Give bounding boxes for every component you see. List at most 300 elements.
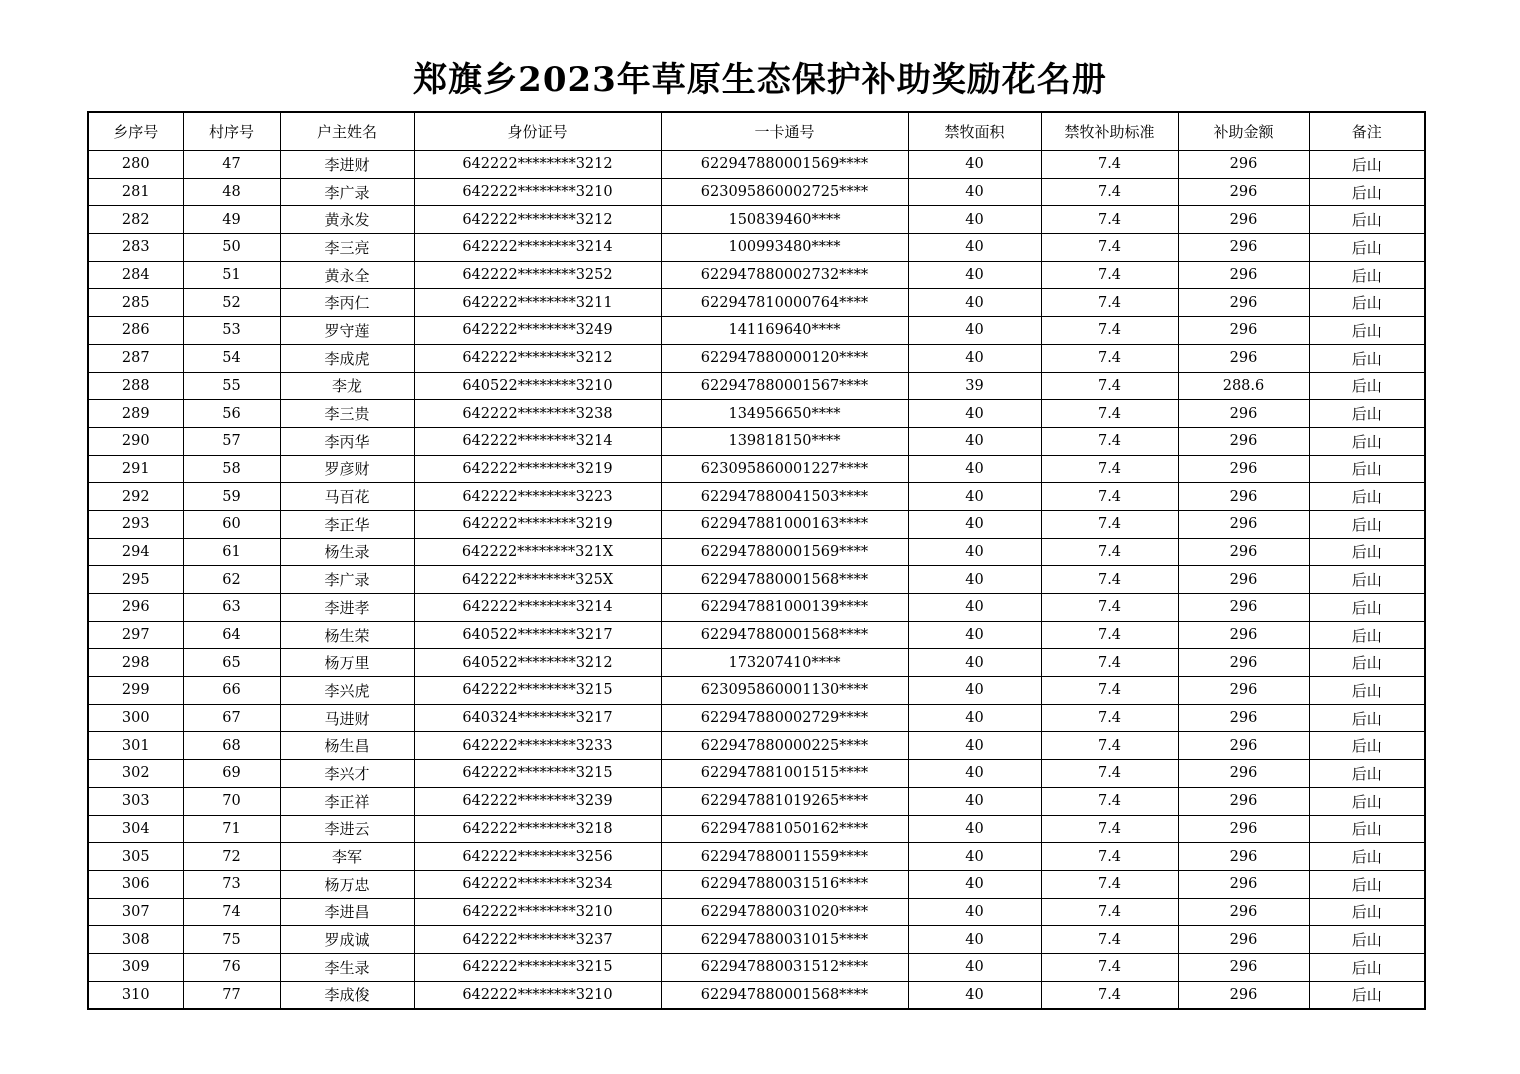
table-row	[88, 510, 1425, 538]
village-seq-cell: 60	[183, 510, 280, 538]
table-row	[88, 953, 1425, 981]
remarks-cell: 后山	[1309, 289, 1425, 317]
householder-name-cell: 李龙	[280, 372, 414, 400]
subsidy-amount-cell: 296	[1178, 677, 1309, 705]
subsidy-amount-cell: 296	[1178, 234, 1309, 262]
card-number-cell: 622947810000764****	[661, 289, 908, 317]
table-row	[88, 843, 1425, 871]
village-seq-cell: 66	[183, 677, 280, 705]
grazing-ban-area-cell: 40	[908, 981, 1041, 1009]
subsidy-standard-cell: 7.4	[1041, 815, 1178, 843]
subsidy-standard-cell: 7.4	[1041, 870, 1178, 898]
subsidy-amount-cell: 296	[1178, 704, 1309, 732]
id-number-cell: 642222********3214	[414, 594, 661, 622]
id-number-cell: 642222********3212	[414, 344, 661, 372]
col-header-village-seq: 村序号	[183, 112, 280, 151]
table-row	[88, 400, 1425, 428]
card-number-cell: 622947880001568****	[661, 981, 908, 1009]
village-seq-cell: 52	[183, 289, 280, 317]
grazing-ban-area-cell: 40	[908, 234, 1041, 262]
id-number-cell: 640522********3210	[414, 372, 661, 400]
col-header-township-seq: 乡序号	[88, 112, 183, 151]
subsidy-standard-cell: 7.4	[1041, 289, 1178, 317]
householder-name-cell: 李广录	[280, 178, 414, 206]
table-row	[88, 178, 1425, 206]
col-header-card-number: 一卡通号	[661, 112, 908, 151]
township-seq-cell: 308	[88, 926, 183, 954]
subsidy-amount-cell: 296	[1178, 261, 1309, 289]
table-row	[88, 594, 1425, 622]
subsidy-amount-cell: 296	[1178, 594, 1309, 622]
table-row	[88, 926, 1425, 954]
id-number-cell: 642222********3252	[414, 261, 661, 289]
householder-name-cell: 李三贵	[280, 400, 414, 428]
remarks-cell: 后山	[1309, 261, 1425, 289]
village-seq-cell: 74	[183, 898, 280, 926]
subsidy-amount-cell: 296	[1178, 760, 1309, 788]
id-number-cell: 642222********321X	[414, 538, 661, 566]
col-header-householder-name: 户主姓名	[280, 112, 414, 151]
householder-name-cell: 罗守莲	[280, 317, 414, 345]
subsidy-standard-cell: 7.4	[1041, 953, 1178, 981]
township-seq-cell: 303	[88, 787, 183, 815]
id-number-cell: 642222********3212	[414, 206, 661, 234]
grazing-ban-area-cell: 40	[908, 206, 1041, 234]
table-row	[88, 815, 1425, 843]
grazing-ban-area-cell: 40	[908, 317, 1041, 345]
card-number-cell: 622947880011559****	[661, 843, 908, 871]
remarks-cell: 后山	[1309, 787, 1425, 815]
village-seq-cell: 50	[183, 234, 280, 262]
subsidy-standard-cell: 7.4	[1041, 206, 1178, 234]
table-row	[88, 898, 1425, 926]
village-seq-cell: 70	[183, 787, 280, 815]
householder-name-cell: 杨生录	[280, 538, 414, 566]
id-number-cell: 640522********3212	[414, 649, 661, 677]
township-seq-cell: 300	[88, 704, 183, 732]
village-seq-cell: 69	[183, 760, 280, 788]
id-number-cell: 642222********3215	[414, 760, 661, 788]
subsidy-amount-cell: 296	[1178, 427, 1309, 455]
subsidy-standard-cell: 7.4	[1041, 538, 1178, 566]
subsidy-standard-cell: 7.4	[1041, 594, 1178, 622]
subsidy-standard-cell: 7.4	[1041, 649, 1178, 677]
subsidy-amount-cell: 296	[1178, 317, 1309, 345]
township-seq-cell: 298	[88, 649, 183, 677]
remarks-cell: 后山	[1309, 510, 1425, 538]
id-number-cell: 642222********3219	[414, 510, 661, 538]
remarks-cell: 后山	[1309, 677, 1425, 705]
card-number-cell: 623095860002725****	[661, 178, 908, 206]
village-seq-cell: 62	[183, 566, 280, 594]
township-seq-cell: 302	[88, 760, 183, 788]
village-seq-cell: 76	[183, 953, 280, 981]
roster-table	[87, 111, 1426, 1010]
township-seq-cell: 307	[88, 898, 183, 926]
card-number-cell: 622947880000225****	[661, 732, 908, 760]
subsidy-amount-cell: 296	[1178, 483, 1309, 511]
grazing-ban-area-cell: 40	[908, 400, 1041, 428]
grazing-ban-area-cell: 39	[908, 372, 1041, 400]
roster-body	[88, 151, 1425, 1010]
col-header-subsidy-amount: 补助金额	[1178, 112, 1309, 151]
village-seq-cell: 47	[183, 151, 280, 179]
table-row	[88, 483, 1425, 511]
subsidy-amount-cell: 296	[1178, 953, 1309, 981]
subsidy-amount-cell: 296	[1178, 649, 1309, 677]
township-seq-cell: 304	[88, 815, 183, 843]
table-row	[88, 344, 1425, 372]
remarks-cell: 后山	[1309, 843, 1425, 871]
remarks-cell: 后山	[1309, 981, 1425, 1009]
subsidy-amount-cell: 296	[1178, 870, 1309, 898]
remarks-cell: 后山	[1309, 178, 1425, 206]
householder-name-cell: 李军	[280, 843, 414, 871]
subsidy-standard-cell: 7.4	[1041, 372, 1178, 400]
grazing-ban-area-cell: 40	[908, 178, 1041, 206]
remarks-cell: 后山	[1309, 317, 1425, 345]
township-seq-cell: 293	[88, 510, 183, 538]
village-seq-cell: 48	[183, 178, 280, 206]
remarks-cell: 后山	[1309, 760, 1425, 788]
grazing-ban-area-cell: 40	[908, 815, 1041, 843]
table-row	[88, 704, 1425, 732]
remarks-cell: 后山	[1309, 953, 1425, 981]
card-number-cell: 134956650****	[661, 400, 908, 428]
table-row	[88, 538, 1425, 566]
householder-name-cell: 李丙华	[280, 427, 414, 455]
subsidy-standard-cell: 7.4	[1041, 566, 1178, 594]
village-seq-cell: 73	[183, 870, 280, 898]
card-number-cell: 622947880031516****	[661, 870, 908, 898]
card-number-cell: 623095860001227****	[661, 455, 908, 483]
grazing-ban-area-cell: 40	[908, 594, 1041, 622]
grazing-ban-area-cell: 40	[908, 926, 1041, 954]
township-seq-cell: 295	[88, 566, 183, 594]
village-seq-cell: 59	[183, 483, 280, 511]
householder-name-cell: 李进云	[280, 815, 414, 843]
remarks-cell: 后山	[1309, 400, 1425, 428]
subsidy-amount-cell: 296	[1178, 510, 1309, 538]
village-seq-cell: 61	[183, 538, 280, 566]
householder-name-cell: 李进昌	[280, 898, 414, 926]
township-seq-cell: 280	[88, 151, 183, 179]
subsidy-standard-cell: 7.4	[1041, 787, 1178, 815]
householder-name-cell: 李兴才	[280, 760, 414, 788]
id-number-cell: 642222********3214	[414, 427, 661, 455]
subsidy-amount-cell: 296	[1178, 815, 1309, 843]
subsidy-standard-cell: 7.4	[1041, 261, 1178, 289]
id-number-cell: 642222********3233	[414, 732, 661, 760]
table-row	[88, 261, 1425, 289]
village-seq-cell: 77	[183, 981, 280, 1009]
col-header-grazing-ban-area: 禁牧面积	[908, 112, 1041, 151]
card-number-cell: 139818150****	[661, 427, 908, 455]
table-row	[88, 566, 1425, 594]
householder-name-cell: 马进财	[280, 704, 414, 732]
card-number-cell: 150839460****	[661, 206, 908, 234]
subsidy-amount-cell: 296	[1178, 566, 1309, 594]
grazing-ban-area-cell: 40	[908, 151, 1041, 179]
id-number-cell: 642222********3249	[414, 317, 661, 345]
table-row	[88, 732, 1425, 760]
subsidy-standard-cell: 7.4	[1041, 760, 1178, 788]
subsidy-standard-cell: 7.4	[1041, 317, 1178, 345]
village-seq-cell: 49	[183, 206, 280, 234]
township-seq-cell: 297	[88, 621, 183, 649]
subsidy-standard-cell: 7.4	[1041, 427, 1178, 455]
householder-name-cell: 杨生荣	[280, 621, 414, 649]
householder-name-cell: 李进财	[280, 151, 414, 179]
card-number-cell: 622947880001568****	[661, 566, 908, 594]
card-number-cell: 622947880002732****	[661, 261, 908, 289]
id-number-cell: 642222********3210	[414, 981, 661, 1009]
householder-name-cell: 李兴虎	[280, 677, 414, 705]
grazing-ban-area-cell: 40	[908, 621, 1041, 649]
township-seq-cell: 291	[88, 455, 183, 483]
township-seq-cell: 285	[88, 289, 183, 317]
village-seq-cell: 57	[183, 427, 280, 455]
township-seq-cell: 284	[88, 261, 183, 289]
subsidy-amount-cell: 296	[1178, 926, 1309, 954]
grazing-ban-area-cell: 40	[908, 843, 1041, 871]
householder-name-cell: 黄永发	[280, 206, 414, 234]
township-seq-cell: 301	[88, 732, 183, 760]
grazing-ban-area-cell: 40	[908, 483, 1041, 511]
card-number-cell: 173207410****	[661, 649, 908, 677]
grazing-ban-area-cell: 40	[908, 538, 1041, 566]
subsidy-amount-cell: 296	[1178, 621, 1309, 649]
remarks-cell: 后山	[1309, 455, 1425, 483]
householder-name-cell: 杨万忠	[280, 870, 414, 898]
id-number-cell: 642222********3256	[414, 843, 661, 871]
village-seq-cell: 65	[183, 649, 280, 677]
subsidy-standard-cell: 7.4	[1041, 843, 1178, 871]
id-number-cell: 642222********3215	[414, 953, 661, 981]
remarks-cell: 后山	[1309, 427, 1425, 455]
householder-name-cell: 李进孝	[280, 594, 414, 622]
village-seq-cell: 58	[183, 455, 280, 483]
householder-name-cell: 李成虎	[280, 344, 414, 372]
table-row	[88, 760, 1425, 788]
township-seq-cell: 310	[88, 981, 183, 1009]
subsidy-standard-cell: 7.4	[1041, 483, 1178, 511]
id-number-cell: 642222********3215	[414, 677, 661, 705]
subsidy-amount-cell: 296	[1178, 898, 1309, 926]
township-seq-cell: 309	[88, 953, 183, 981]
id-number-cell: 642222********3223	[414, 483, 661, 511]
id-number-cell: 642222********3234	[414, 870, 661, 898]
village-seq-cell: 53	[183, 317, 280, 345]
township-seq-cell: 305	[88, 843, 183, 871]
grazing-ban-area-cell: 40	[908, 649, 1041, 677]
id-number-cell: 642222********3210	[414, 178, 661, 206]
card-number-cell: 100993480****	[661, 234, 908, 262]
table-row	[88, 455, 1425, 483]
subsidy-standard-cell: 7.4	[1041, 926, 1178, 954]
card-number-cell: 622947880001568****	[661, 621, 908, 649]
remarks-cell: 后山	[1309, 732, 1425, 760]
card-number-cell: 622947881000139****	[661, 594, 908, 622]
subsidy-standard-cell: 7.4	[1041, 677, 1178, 705]
table-row	[88, 151, 1425, 179]
village-seq-cell: 54	[183, 344, 280, 372]
remarks-cell: 后山	[1309, 704, 1425, 732]
village-seq-cell: 51	[183, 261, 280, 289]
remarks-cell: 后山	[1309, 206, 1425, 234]
table-row	[88, 317, 1425, 345]
table-row	[88, 870, 1425, 898]
table-row	[88, 621, 1425, 649]
table-row	[88, 372, 1425, 400]
card-number-cell: 622947881001515****	[661, 760, 908, 788]
householder-name-cell: 李正华	[280, 510, 414, 538]
col-header-id-number: 身份证号	[414, 112, 661, 151]
householder-name-cell: 杨生昌	[280, 732, 414, 760]
remarks-cell: 后山	[1309, 870, 1425, 898]
remarks-cell: 后山	[1309, 815, 1425, 843]
id-number-cell: 640324********3217	[414, 704, 661, 732]
township-seq-cell: 283	[88, 234, 183, 262]
village-seq-cell: 64	[183, 621, 280, 649]
subsidy-standard-cell: 7.4	[1041, 455, 1178, 483]
remarks-cell: 后山	[1309, 344, 1425, 372]
table-row	[88, 649, 1425, 677]
grazing-ban-area-cell: 40	[908, 898, 1041, 926]
township-seq-cell: 287	[88, 344, 183, 372]
table-row	[88, 787, 1425, 815]
id-number-cell: 642222********325X	[414, 566, 661, 594]
village-seq-cell: 67	[183, 704, 280, 732]
subsidy-standard-cell: 7.4	[1041, 510, 1178, 538]
subsidy-amount-cell: 296	[1178, 206, 1309, 234]
remarks-cell: 后山	[1309, 649, 1425, 677]
subsidy-amount-cell: 296	[1178, 787, 1309, 815]
subsidy-standard-cell: 7.4	[1041, 898, 1178, 926]
id-number-cell: 642222********3214	[414, 234, 661, 262]
subsidy-standard-cell: 7.4	[1041, 344, 1178, 372]
subsidy-amount-cell: 288.6	[1178, 372, 1309, 400]
card-number-cell: 622947881050162****	[661, 815, 908, 843]
township-seq-cell: 288	[88, 372, 183, 400]
householder-name-cell: 李丙仁	[280, 289, 414, 317]
village-seq-cell: 63	[183, 594, 280, 622]
table-row	[88, 427, 1425, 455]
grazing-ban-area-cell: 40	[908, 566, 1041, 594]
card-number-cell: 622947880000120****	[661, 344, 908, 372]
card-number-cell: 622947881000163****	[661, 510, 908, 538]
township-seq-cell: 292	[88, 483, 183, 511]
id-number-cell: 642222********3210	[414, 898, 661, 926]
township-seq-cell: 294	[88, 538, 183, 566]
householder-name-cell: 罗彦财	[280, 455, 414, 483]
householder-name-cell: 罗成诚	[280, 926, 414, 954]
id-number-cell: 642222********3211	[414, 289, 661, 317]
village-seq-cell: 56	[183, 400, 280, 428]
subsidy-standard-cell: 7.4	[1041, 178, 1178, 206]
id-number-cell: 640522********3217	[414, 621, 661, 649]
subsidy-standard-cell: 7.4	[1041, 151, 1178, 179]
card-number-cell: 622947880002729****	[661, 704, 908, 732]
id-number-cell: 642222********3212	[414, 151, 661, 179]
township-seq-cell: 290	[88, 427, 183, 455]
col-header-remarks: 备注	[1309, 112, 1425, 151]
table-row	[88, 289, 1425, 317]
table-row	[88, 234, 1425, 262]
remarks-cell: 后山	[1309, 372, 1425, 400]
village-seq-cell: 68	[183, 732, 280, 760]
householder-name-cell: 杨万里	[280, 649, 414, 677]
grazing-ban-area-cell: 40	[908, 732, 1041, 760]
subsidy-amount-cell: 296	[1178, 981, 1309, 1009]
subsidy-amount-cell: 296	[1178, 843, 1309, 871]
subsidy-standard-cell: 7.4	[1041, 981, 1178, 1009]
grazing-ban-area-cell: 40	[908, 510, 1041, 538]
township-seq-cell: 296	[88, 594, 183, 622]
subsidy-amount-cell: 296	[1178, 732, 1309, 760]
subsidy-standard-cell: 7.4	[1041, 234, 1178, 262]
subsidy-amount-cell: 296	[1178, 344, 1309, 372]
card-number-cell: 622947880031512****	[661, 953, 908, 981]
table-row	[88, 677, 1425, 705]
householder-name-cell: 黄永全	[280, 261, 414, 289]
grazing-ban-area-cell: 40	[908, 760, 1041, 788]
card-number-cell: 623095860001130****	[661, 677, 908, 705]
card-number-cell: 622947881019265****	[661, 787, 908, 815]
id-number-cell: 642222********3239	[414, 787, 661, 815]
householder-name-cell: 李三亮	[280, 234, 414, 262]
card-number-cell: 622947880001569****	[661, 151, 908, 179]
remarks-cell: 后山	[1309, 566, 1425, 594]
subsidy-amount-cell: 296	[1178, 289, 1309, 317]
remarks-cell: 后山	[1309, 151, 1425, 179]
remarks-cell: 后山	[1309, 926, 1425, 954]
remarks-cell: 后山	[1309, 621, 1425, 649]
subsidy-standard-cell: 7.4	[1041, 621, 1178, 649]
table-row	[88, 206, 1425, 234]
subsidy-standard-cell: 7.4	[1041, 704, 1178, 732]
card-number-cell: 622947880031015****	[661, 926, 908, 954]
householder-name-cell: 李成俊	[280, 981, 414, 1009]
remarks-cell: 后山	[1309, 483, 1425, 511]
table-row	[88, 981, 1425, 1009]
township-seq-cell: 286	[88, 317, 183, 345]
householder-name-cell: 马百花	[280, 483, 414, 511]
grazing-ban-area-cell: 40	[908, 677, 1041, 705]
householder-name-cell: 李正祥	[280, 787, 414, 815]
grazing-ban-area-cell: 40	[908, 870, 1041, 898]
township-seq-cell: 281	[88, 178, 183, 206]
village-seq-cell: 55	[183, 372, 280, 400]
col-header-subsidy-standard: 禁牧补助标准	[1041, 112, 1178, 151]
header-row	[88, 112, 1425, 151]
remarks-cell: 后山	[1309, 594, 1425, 622]
remarks-cell: 后山	[1309, 538, 1425, 566]
grazing-ban-area-cell: 40	[908, 261, 1041, 289]
subsidy-amount-cell: 296	[1178, 455, 1309, 483]
card-number-cell: 622947880041503****	[661, 483, 908, 511]
grazing-ban-area-cell: 40	[908, 704, 1041, 732]
subsidy-amount-cell: 296	[1178, 178, 1309, 206]
village-seq-cell: 72	[183, 843, 280, 871]
card-number-cell: 622947880001567****	[661, 372, 908, 400]
subsidy-standard-cell: 7.4	[1041, 400, 1178, 428]
village-seq-cell: 75	[183, 926, 280, 954]
grazing-ban-area-cell: 40	[908, 953, 1041, 981]
township-seq-cell: 289	[88, 400, 183, 428]
township-seq-cell: 299	[88, 677, 183, 705]
subsidy-standard-cell: 7.4	[1041, 732, 1178, 760]
